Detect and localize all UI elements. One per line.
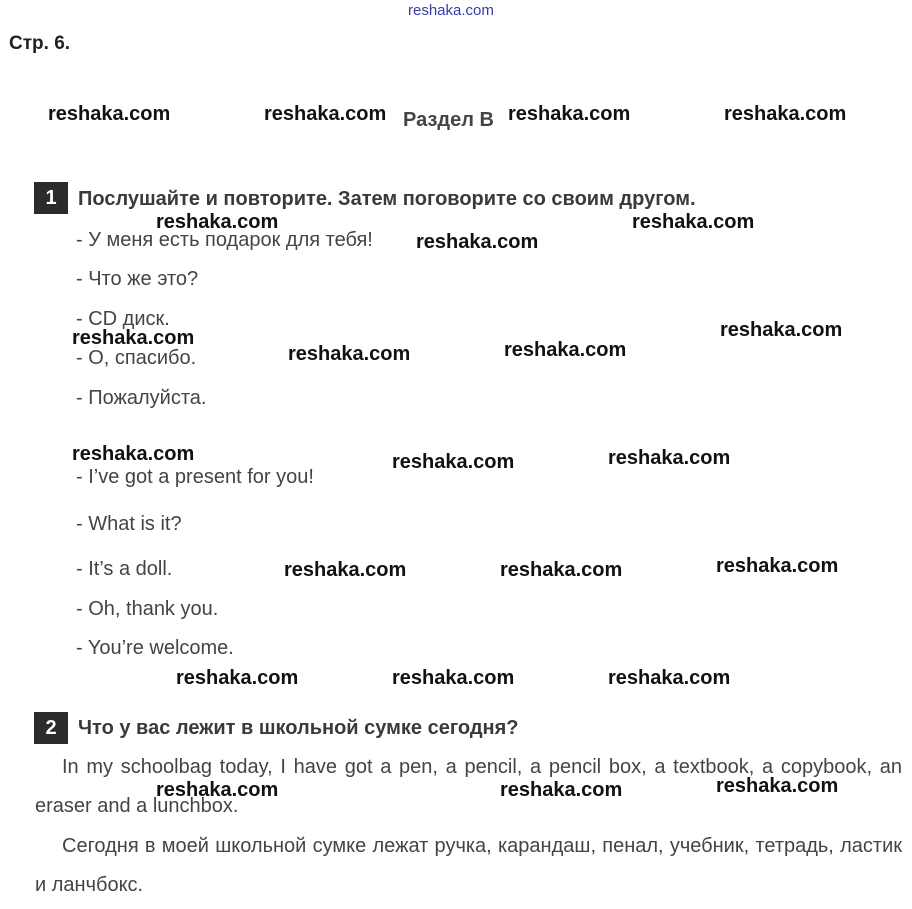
exercise-2-number: 2 xyxy=(34,712,68,744)
dialogue-en-line-3: - It’s a doll. xyxy=(76,558,173,580)
watermark: reshaka.com xyxy=(72,327,195,349)
watermark: reshaka.com xyxy=(176,667,299,689)
dialogue-ru-line-1: - У меня есть подарок для тебя! xyxy=(76,229,373,251)
watermark: reshaka.com xyxy=(416,231,539,253)
answer-russian: Сегодня в моей школьной сумке лежат ручка, карандаш, пенал, учебник, тетрадь, ластик и ланчбокс. xyxy=(35,835,902,896)
dialogue-en-line-1: - I’ve got a present for you! xyxy=(76,466,314,488)
watermark: reshaka.com xyxy=(156,779,279,801)
dialogue-ru-line-5: - Пожалуйста. xyxy=(76,387,207,409)
watermark: reshaka.com xyxy=(508,103,631,125)
watermark: reshaka.com xyxy=(724,103,847,125)
exercise-1-title: Послушайте и повторите. Затем поговорите со своим другом. xyxy=(78,188,696,210)
watermark: reshaka.com xyxy=(48,103,171,125)
exercise-1-number: 1 xyxy=(34,182,68,214)
answer-english: In my schoolbag today, I have got a pen, a pencil, a pencil box, a textbook, a copybook, an eraser and a lunchbox. xyxy=(35,756,902,817)
watermark: reshaka.com xyxy=(500,559,623,581)
watermark: reshaka.com xyxy=(716,555,839,577)
dialogue-ru-line-4: - О, спасибо. xyxy=(76,347,197,369)
watermark: reshaka.com xyxy=(632,211,755,233)
watermark: reshaka.com xyxy=(156,211,279,233)
watermark: reshaka.com xyxy=(72,443,195,465)
watermark: reshaka.com xyxy=(392,667,515,689)
watermark: reshaka.com xyxy=(608,447,731,469)
dialogue-en-line-4: - Oh, thank you. xyxy=(76,598,219,620)
site-header-link[interactable]: reshaka.com xyxy=(408,2,494,19)
dialogue-en-line-5: - You’re welcome. xyxy=(76,637,234,659)
dialogue-ru-line-2: - Что же это? xyxy=(76,268,199,290)
dialogue-en-line-2: - What is it? xyxy=(76,513,182,535)
page-number: Стр. 6. xyxy=(9,33,71,54)
watermark: reshaka.com xyxy=(264,103,387,125)
exercise-2-title: Что у вас лежит в школьной сумке сегодня? xyxy=(78,717,519,739)
watermark: reshaka.com xyxy=(716,775,839,797)
watermark: reshaka.com xyxy=(608,667,731,689)
watermark: reshaka.com xyxy=(284,559,407,581)
watermark: reshaka.com xyxy=(500,779,623,801)
watermark: reshaka.com xyxy=(504,339,627,361)
watermark: reshaka.com xyxy=(392,451,515,473)
dialogue-ru-line-3: - CD диск. xyxy=(76,308,170,330)
watermark: reshaka.com xyxy=(720,319,843,341)
section-title: Раздел B xyxy=(403,109,494,131)
watermark: reshaka.com xyxy=(288,343,411,365)
